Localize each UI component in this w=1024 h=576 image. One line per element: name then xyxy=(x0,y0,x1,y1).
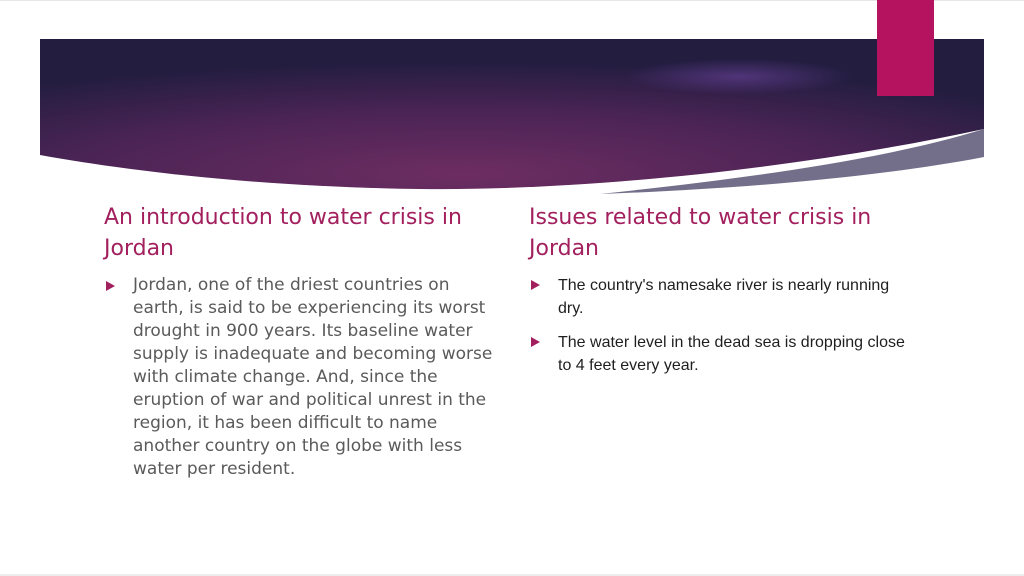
header-banner xyxy=(40,39,984,194)
left-bullet-text: Jordan, one of the driest countries on earth, is said to be experiencing its worst drought in 900 years. Its baseline water supply is inadequate and becoming worse with climate change. And, since the eruption of war and political unrest in the region, it has been difficult to name another country on the globe with less water per resident. xyxy=(133,275,493,479)
left-bullet-list xyxy=(104,274,504,481)
left-column xyxy=(104,202,504,481)
right-bullet-text: The country's namesake river is nearly running dry. xyxy=(558,277,890,317)
accent-tab xyxy=(877,0,934,96)
right-bullet-list xyxy=(529,274,919,377)
right-bullet-item xyxy=(529,274,919,320)
triangle-bullet-icon xyxy=(531,337,540,347)
right-bullet-text: The water level in the dead sea is dropping close to 4 feet every year. xyxy=(558,334,905,374)
triangle-bullet-icon xyxy=(106,281,115,291)
left-bullet-item xyxy=(104,274,504,481)
triangle-bullet-icon xyxy=(531,280,540,290)
right-column xyxy=(529,202,919,388)
left-heading: An introduction to water crisis in Jordan xyxy=(104,205,462,261)
right-bullet-item xyxy=(529,331,919,377)
right-heading: Issues related to water crisis in Jordan xyxy=(529,205,872,261)
top-divider xyxy=(0,0,1024,1)
